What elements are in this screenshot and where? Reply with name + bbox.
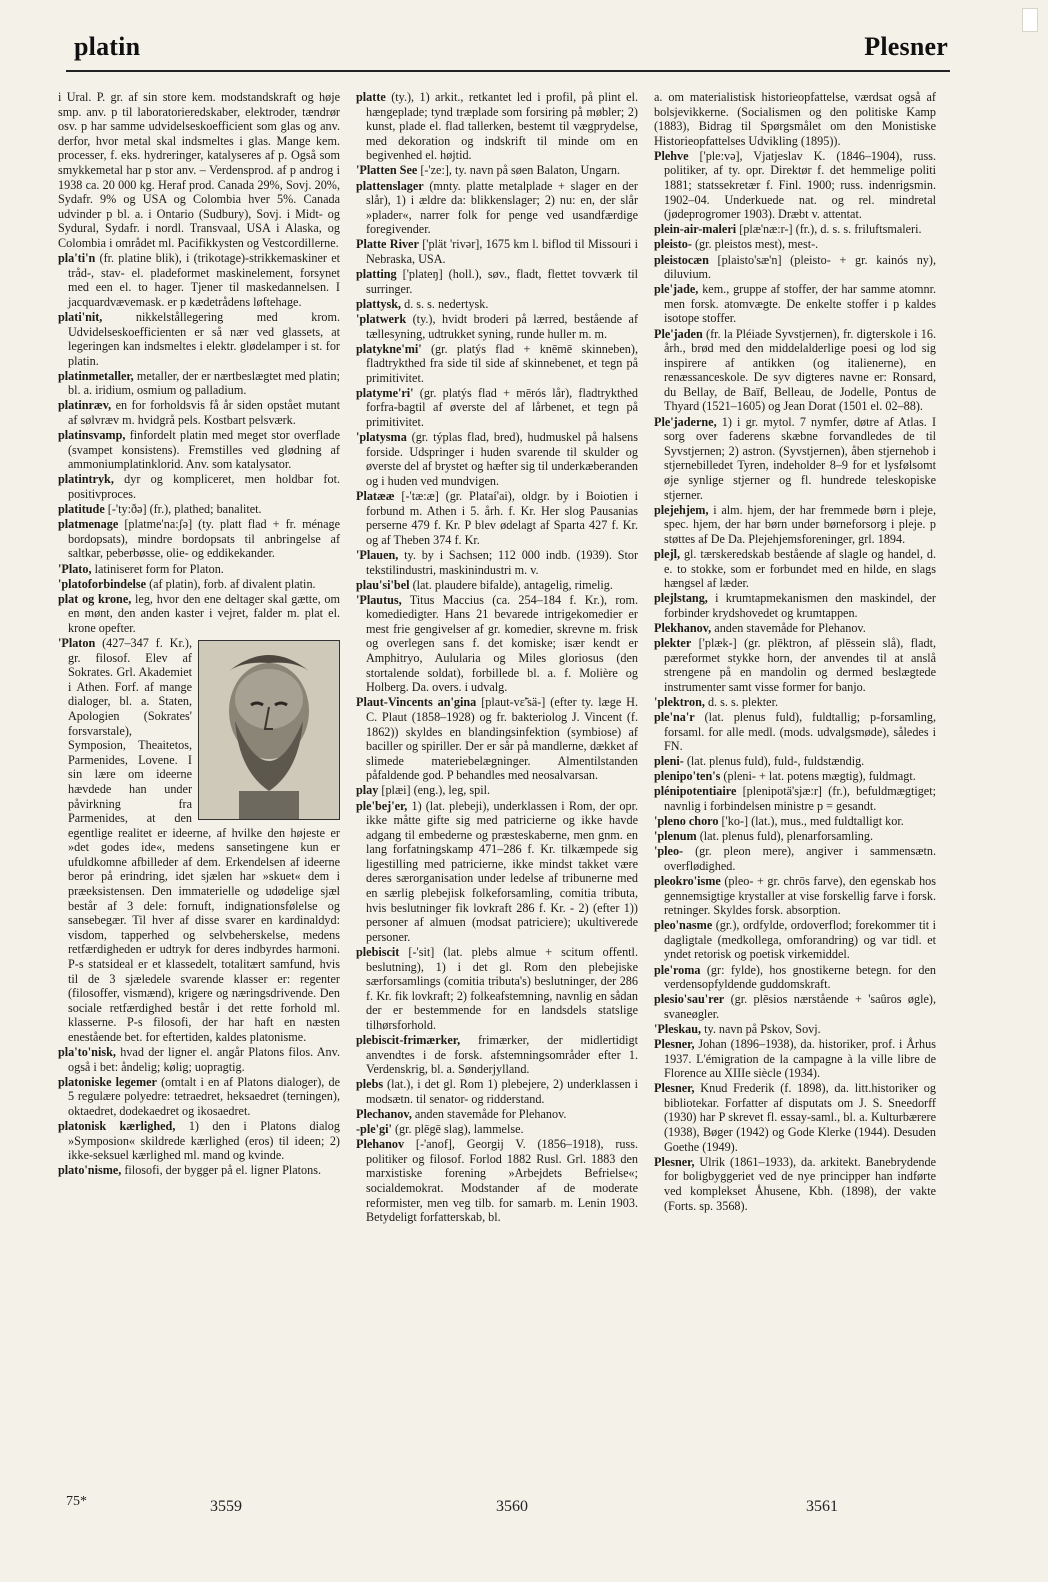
entry-headword: Plehve: [654, 148, 689, 163]
entry-headword: -ple'gi': [356, 1122, 392, 1137]
entry-definition: metaller, der er nærtbeslægtet med platin; bl. a. iridium, osmium og palladium.: [68, 368, 340, 398]
entry-headword: ple'roma: [654, 962, 701, 977]
dictionary-entry: [356, 783, 638, 798]
dictionary-entry: [58, 1045, 340, 1074]
entry-definition: ty. by i Sachsen; 112 000 indb. (1939). Stor tekstilindustri, maskinindustri m. v.: [366, 547, 639, 577]
column-1: [58, 90, 340, 1178]
dictionary-entry: [58, 398, 340, 427]
entry-definition: nikkelstållegering med krom. Udvidelseskoefficienten er så nær ved glassets, at legeringen kan indsmeltes i elektr. glødelamper i st. for platin.: [68, 309, 341, 368]
entry-definition: (pleni- + lat. potens mægtig), fuldmagt.: [723, 769, 916, 784]
entry-headword: 'Plato,: [58, 561, 92, 576]
entry-definition: filosofi, der bygger på el. ligner Platons.: [124, 1163, 322, 1178]
dictionary-entry: [356, 237, 638, 266]
dictionary-entry: [58, 562, 340, 577]
entry-headword: Plaut-Vincents an'gina: [356, 695, 477, 710]
entry-definition: 1) (lat. plebeji), underklassen i Rom, der opr. ikke måtte gifte sig med patricierne og ikke havde adgang til embederne og præsteskaberne, men gnm. en lang forfatningskamp 471–286 f. Kr. tilkæmpede sig ligestilling med patricierne, ikke mindst takket være deres særorganisation under ledelse af tribunerne med en særlig plebejisk folkeforsamling, comitia tributa, hvis beslutninger fik lovkraft 286 f. Kr. - 2) (efter 1)) personer af almuen (modsat patriciere); ukultiverede personer.: [366, 798, 638, 944]
dictionary-entry: [356, 489, 638, 547]
entry-definition: (gr. pleistos mest), mest-.: [694, 237, 819, 252]
dictionary-entry: [356, 1033, 638, 1077]
entry-definition: i Ural. P. gr. af sin store kem. modstandskraft og høje smp. anv. p til laboratorieredskaber, elektroder, tændrør osv. p har samme udvidelseskoefficient som glas og anv. derfor, hvor metal skal indsmeltes i glas. Mange kem. processer, f. eks. hydreringer, katalyseres af p. Også som smykkemetal har p stor anv. – Verdensprod. af p androg i 1938 ca. 20 000 kg. Heraf prod. Canada 29%, Sovj. 20%, Sydafr. 9% og USA og Colombia hver 5%. Canada udvinder p bl. a. i Ontario (Sudbury), Sovj. i Midt- og Sydural, Sydafr. i nordl. Transvaal, USA i Alaska, og Colombia i området ml. Pacifikkysten og Vestcordillerne.: [58, 90, 340, 250]
dictionary-entry: [356, 312, 638, 341]
dictionary-entry: [654, 547, 936, 591]
dictionary-entry: [654, 754, 936, 769]
entry-headword: Plehanov: [356, 1137, 405, 1152]
entry-headword: 'Platon: [58, 635, 96, 650]
entry-definition: 1) den i Platons dialog »Symposion« skildrede kærlighed (eros) til ideen; 2) ikke-seksuel kærlighed ml. mand og kvinde.: [68, 1119, 340, 1163]
entry-headword: pleni-: [654, 754, 684, 769]
entry-headword: plebiscit: [356, 944, 400, 959]
dictionary-entry: [654, 503, 936, 547]
entry-definition: [plæi] (eng.), leg, spil.: [381, 783, 491, 798]
entry-headword: pla'ti'n: [58, 251, 96, 266]
entry-headword: plejehjem,: [654, 502, 709, 517]
dictionary-entry: [356, 593, 638, 695]
dictionary-entry: [654, 222, 936, 237]
entry-headword: plenipo'ten's: [654, 769, 721, 784]
entry-headword: platoniske legemer: [58, 1074, 157, 1089]
entry-headword: platykne'mi': [356, 341, 422, 356]
running-head-right: Plesner: [864, 32, 948, 61]
dictionary-entry: [58, 90, 340, 251]
entry-definition: (pleo- + gr. chrōs farve), den egenskab hos gennemsigtige krystaller at vise forskellig farve i forsk. retninger. Skyldes forsk. absorption.: [664, 873, 937, 918]
entry-definition: (fr. la Pléiade Syvstjernen), fr. digterskole i 16. årh., brød med den middelalderlige poesi og lod sig inspirere af antikken (og italienerne), en renæssanceskole. De syv digteres navne er: Ronsard, du Bellay, de Baïf, Belleau, de Jodelle, Pontus de Thyard (1521–1605) og Jean Dorat (1501 el. 02–88).: [664, 326, 936, 414]
entry-definition: Titus Maccius (ca. 254–184 f. Kr.), rom. komediedigter. Hans 21 bevarede intrigekomedier er mest frie gengivelser af gr. komedier, skrevne m. frisk og overlegen sans f. det komiske; især kendt er Amphitryo, Aulularia og Miles gloriosus (den stortalende soldat), forbillede bl. a. f. Molière og Holberg. Da. overs. i udvalg.: [366, 592, 639, 695]
entry-headword: 'pleno choro: [654, 814, 719, 829]
dictionary-entry: [356, 386, 638, 430]
entry-headword: 'plektron,: [654, 694, 705, 709]
entry-headword: pleo'nasme: [654, 918, 713, 933]
entry-headword: plau'si'bel: [356, 577, 410, 592]
entry-definition: (lat. plaudere bifalde), antagelig, rimelig.: [412, 577, 613, 592]
entry-headword: Platte River: [356, 237, 419, 252]
entry-headword: Plekhanov,: [654, 620, 712, 635]
dictionary-entry: [654, 769, 936, 784]
entry-headword: plati'nit,: [58, 309, 103, 324]
dictionary-entry: [654, 90, 936, 148]
dictionary-entry: [654, 814, 936, 829]
entry-headword: platting: [356, 267, 397, 282]
entry-headword: 'Pleskau,: [654, 1021, 702, 1036]
dictionary-entry: [654, 918, 936, 962]
entry-definition: [plaut-vɛ̃'sä-] (efter ty. læge H. C. Plaut (1858–1928) og fr. bakteriolog J. Vincent (f. 1862)) skyldes en blandingsinfektion (symbiose) af baciller og spiriller. Der er sår på mandlerne, dækket af slimede materiebelægninger. Almentilstanden påfaldende god. P behandles med neosalvarsan.: [366, 695, 638, 783]
entry-headword: 'platysma: [356, 430, 407, 445]
dictionary-entry: [356, 1107, 638, 1122]
dictionary-entry: [356, 1137, 638, 1225]
entry-headword: Plesner,: [654, 1154, 695, 1169]
entry-definition: (gr. plēgē slag), lammelse.: [394, 1122, 524, 1137]
entry-headword: pleisto-: [654, 237, 692, 252]
entry-headword: plebs: [356, 1077, 384, 1092]
dictionary-entry: [356, 1077, 638, 1106]
entry-headword: platonisk kærlighed,: [58, 1119, 176, 1134]
entry-headword: plein-air-maleri: [654, 222, 737, 237]
entry-headword: platinmetaller,: [58, 368, 134, 383]
dictionary-entry: [58, 310, 340, 368]
signature-mark: 75*: [66, 1494, 87, 1509]
entry-definition: kem., gruppe af stoffer, der har samme atomnr. men forsk. atomvægte. De enkelte stoffer i p kaldes isotope stoffer.: [664, 282, 937, 326]
entry-headword: Ple'jaden: [654, 326, 703, 341]
entry-definition: ty. navn på Pskov, Sovj.: [704, 1021, 821, 1036]
plato-portrait: [198, 640, 340, 820]
entry-definition: a. om materialistisk historieopfattelse, værdsat også af bolsjevikkerne. (Socialismen og den politiske Kamp (1883), Bidrag til Spørgsmålet om den Monistiske Historieopfattelses Udvikling (1895)).: [654, 90, 936, 148]
entry-definition: anden stavemåde for Plehanov.: [714, 620, 866, 635]
bust-illustration-icon: [199, 641, 339, 819]
entry-definition: (lat. plenus fuld), fuld-, fuldstændig.: [686, 754, 865, 769]
entry-headword: 'platoforbindelse: [58, 576, 147, 591]
page-number-2: 3560: [496, 1498, 528, 1515]
entry-definition: 1) i gr. mytol. 7 nymfer, døtre af Atlas. I sorg over faderens skæbne forvandledes de til Syvstjernen; 2) astron. (Syvstjernen), åben stjernehob i stjernebilledet Tyren, indeholder 8–9 for et lysfølsomt øje synlige stjerner og fl. hundrede teleskopiske stjerner.: [664, 414, 936, 502]
entry-headword: platinsvamp,: [58, 428, 126, 443]
dictionary-entry: [654, 844, 936, 873]
dictionary-entry: [654, 237, 936, 252]
header-rule: [66, 70, 950, 72]
entry-headword: pla'to'nisk,: [58, 1045, 116, 1060]
dictionary-entry: [654, 963, 936, 992]
dictionary-entry: [58, 251, 340, 309]
entry-headword: Ple'jaderne,: [654, 414, 717, 429]
entry-definition: frimærker, der midlertidigt anvendtes i de forsk. afstemningsområder efter 1. Verdenskrig, bl. a. Sønderjylland.: [366, 1033, 639, 1077]
dictionary-entry: [654, 695, 936, 710]
entry-headword: Plesner,: [654, 1037, 695, 1051]
entry-headword: 'Plautus,: [356, 592, 402, 607]
entry-definition: [-'ze:], ty. navn på søen Balaton, Ungarn.: [420, 163, 621, 178]
entry-headword: plattysk,: [356, 296, 402, 311]
dictionary-entry: [356, 945, 638, 1033]
entry-definition: finfordelt platin med meget stor overflade (svampet konsistens). Fremstilles ved glødning af ammoniumplatinklorid. Anv. som katalysator.: [68, 428, 340, 472]
entry-definition: (lat. plenus fuld), fuldtallig; p-forsamling, forsaml. for alle medl. (mods. udvalgsmøde), således i FN.: [664, 709, 936, 754]
entry-definition: (gr. týplas flad, bred), hudmuskel på halsens forside. Udspringer i huden svarende til skulder og øverste del af brystet og hæfter sig til underkæberanden og i huden ved mundvigen.: [366, 430, 638, 488]
entry-headword: plattenslager: [356, 178, 424, 193]
dictionary-entry: [654, 1081, 936, 1154]
entry-headword: 'Platten See: [356, 163, 418, 178]
entry-headword: platyme'ri': [356, 385, 414, 400]
entry-definition: (fr. platine blik), i (trikotage)-strikkemaskiner et tråd-, stav- el. pladeformet maskinelement, forsynet med een el. to hager. Tjener til maskedannelsen. I jacquardvævemask. er p kædetrådens løftehage.: [68, 251, 340, 309]
dictionary-entry: [58, 592, 340, 636]
entry-definition: (ty.), 1) arkit., retkantet led i profil, på plint el. hængeplade; tynd træplade som forsiring på møbler; 2) kunst, plade el. flad tallerken, bestemt til vægprydelse, med dekoration og indskrift til minde om en begivenhed el. højtid.: [366, 90, 639, 163]
dictionary-entry: [654, 710, 936, 754]
entry-headword: 'platwerk: [356, 311, 407, 326]
entry-definition: dyr og kompliceret, men holdbar fot. positivproces.: [68, 472, 341, 502]
entry-definition: (mnty. platte metalplade + slager en der slår), 1) i ældre da: blikkenslager; 2) nu: en, der slår »plader«, narrer folk for penge ved usandfærdige foregivender.: [366, 178, 638, 237]
entry-definition: (gr. pleon mere), angiver i sammensætn. overflødighed.: [664, 844, 936, 873]
entry-definition: i krumtapmekanismen den maskindel, der forbinder krydshovedet og krumtappen.: [664, 591, 936, 620]
entry-headword: platitude: [58, 502, 105, 517]
entry-headword: platte: [356, 90, 386, 104]
entry-definition: ['plät 'rivər], 1675 km l. biflod til Missouri i Nebraska, USA.: [366, 237, 638, 267]
dictionary-entry: [654, 1037, 936, 1081]
entry-headword: plénipotentiaire: [654, 784, 737, 799]
dictionary-entry: [356, 342, 638, 386]
dictionary-entry: [356, 179, 638, 237]
entry-headword: plekter: [654, 635, 692, 650]
entry-definition: latiniseret form for Platon.: [94, 561, 224, 576]
entry-definition: [platme'na:ʃə] (ty. platt flad + fr. ménage bordopsats), mindre bordopsats til anbringelse af saltkar, peberbøsse, olie- og eddikekander.: [68, 517, 341, 561]
entry-definition: (gr: fylde), hos gnostikerne betegn. for den verdensopfyldende guddomskraft.: [664, 962, 936, 992]
entry-definition: [plæ'næ:r-] (fr.), d. s. s. friluftsmaleri.: [739, 222, 922, 237]
entry-headword: 'plenum: [654, 829, 697, 844]
dictionary-entry: [58, 369, 340, 398]
dictionary-entry: [654, 1155, 936, 1213]
dictionary-entry: [58, 1163, 340, 1178]
dictionary-entry: [654, 282, 936, 326]
entry-definition: (lat. plenus fuld), plenarforsamling.: [699, 829, 874, 844]
entry-headword: Platææ: [356, 489, 395, 504]
dictionary-entry: [356, 163, 638, 178]
dictionary-entry: [654, 149, 936, 222]
dictionary-entry: [654, 1022, 936, 1037]
corner-tab: [1022, 8, 1038, 32]
dictionary-entry: [654, 992, 936, 1021]
entry-definition: gl. tærskeredskab bestående af slagle og handel, d. e. to stokke, som er forbundet med en hilde, en slags hængsel af læder.: [664, 546, 936, 591]
dictionary-entry: [654, 621, 936, 636]
entry-definition: (gr. platýs flad + mērós lår), fladtrykthed forfra-bagtil af øverste del af lårbenet, et tegn på primitivitet.: [366, 385, 638, 430]
entry-headword: ple'jade,: [654, 282, 699, 297]
dictionary-entry: [58, 1119, 340, 1163]
entry-definition: ['plæk-] (gr. plēktron, af plēssein slå), fladt, pæreformet stykke horn, der anvendes til at anslå strengene på en mandolin og dermed beslægtede instrumenter samt visse former for banjo.: [664, 635, 937, 694]
entry-headword: platmenage: [58, 517, 119, 532]
dictionary-entry: [58, 577, 340, 592]
entry-definition: (gr. plēsios nærstående + 'saûros øgle), svaneøgler.: [664, 992, 936, 1021]
entry-definition: i alm. hjem, der har fremmede børn i pleje, spec. hjem, der har børn under børneforsorg i pleje. p støttes af De Da. Plejehjemsforeninger, grl. 1894.: [664, 502, 937, 546]
entry-definition: [plaisto'sæ'n] (pleisto- + gr. kainós ny), diluvium.: [664, 252, 937, 282]
dictionary-entry: [356, 1122, 638, 1137]
entry-definition: (gr.), ordfylde, ordoverflod; forekommer tit i dagligtale (medkollega, omforandring) og var tidl. et yndet retorisk og poetisk virkemiddel.: [664, 918, 936, 962]
entry-headword: plebiscit-frimærker,: [356, 1033, 461, 1047]
entry-headword: Plechanov,: [356, 1106, 412, 1121]
entry-definition: d. s. s. nedertysk.: [404, 296, 489, 311]
entry-definition: ['plateŋ] (holl.), søv., fladt, flettet tovværk til surringer.: [366, 267, 639, 296]
dictionary-entry: [654, 591, 936, 620]
dictionary-entry: [356, 799, 638, 945]
column-2: [356, 90, 638, 1225]
entry-headword: plejl,: [654, 546, 681, 561]
dictionary-entry: [58, 636, 340, 1045]
entry-headword: pleistocæn: [654, 252, 709, 267]
entry-headword: ple'bej'er,: [356, 798, 408, 813]
entry-headword: 'Plauen,: [356, 547, 399, 562]
dictionary-entry: [654, 829, 936, 844]
dictionary-entry: [58, 517, 340, 561]
entry-definition: d. s. s. plekter.: [707, 694, 779, 709]
entry-headword: plesio'sau'rer: [654, 992, 725, 1007]
entry-definition: Knud Frederik (f. 1898), da. litt.historiker og bibliotekar. Forfatter af disputats om J. S. Sneedorff (1930) har P skrevet fl. essay-saml., bl. a. Kulturbærere (1938), Bøger (1942) og Gode Klerke (1944). Desuden Goethe (1949).: [664, 1081, 936, 1154]
entry-definition: (ty.), hvidt broderi på lærred, bestående af tællesyning, udtrukket syning, runde huller m. m.: [366, 311, 638, 341]
entry-definition: (af platin), forb. af divalent platin.: [149, 576, 316, 591]
entry-headword: platinræv,: [58, 398, 112, 413]
entry-headword: plejlstang,: [654, 591, 708, 606]
entry-definition: hvad der ligner el. angår Platons filos. Anv. også i bet: åndelig; kølig; uopragtig.: [68, 1045, 341, 1074]
dictionary-entry: [654, 415, 936, 503]
dictionary-entry: [58, 472, 340, 501]
dictionary-entry: [356, 90, 638, 163]
entry-definition: anden stavemåde for Plehanov.: [414, 1106, 567, 1121]
entry-definition: Ulrik (1861–1933), da. arkitekt. Banebrydende for boligbyggeriet ved de nye principper han indførte ved komplekset Åhusene, Kbh. (1898), der vakte (Forts. sp. 3568).: [664, 1154, 936, 1213]
entry-definition: (gr. platýs flad + knēmē skinneben), fladtrykthed fra side til side af skinnebenet, et tegn på primitivitet.: [366, 341, 638, 385]
entry-definition: leg, hvor den ene deltager skal gætte, om en mønt, den anden kaster i vejret, falder m. plat el. krone opefter.: [68, 591, 340, 635]
page-number-1: 3559: [210, 1498, 242, 1515]
dictionary-entry: [356, 578, 638, 593]
entry-definition: [-'anof], Georgij V. (1856–1918), russ. politiker og filosof. Forlod 1882 Rusl. Grl. 1883 den marxistiske forening »Arbejdets Befrielse«; socialdemokrat. Modstander af de moderate reformister, men veg tilb. for samarb. m. Lenin 1903. Betydeligt forfatterskab, bl.: [366, 1137, 638, 1225]
dictionary-entry: [654, 874, 936, 918]
entry-headword: platintryk,: [58, 472, 114, 487]
entry-definition: (omtalt i en af Platons dialoger), de 5 regulære polyedre: tetraedret, heksaedret (terningen), oktaedret, dodekaedret og ikosaedret.: [68, 1074, 340, 1118]
dictionary-entry: [356, 267, 638, 296]
entry-headword: pleokro'isme: [654, 873, 721, 888]
page-number-3: 3561: [806, 1498, 838, 1515]
dictionary-entry: [58, 428, 340, 472]
running-head-left: platin: [74, 32, 141, 61]
entry-headword: play: [356, 783, 379, 798]
entry-definition: Johan (1896–1938), da. historiker, prof. i Århus 1937. L'émigration de la campagne à la ville libre de Florence au XIIIe siècle (1934).: [664, 1037, 936, 1081]
entry-headword: 'pleo-: [654, 844, 684, 859]
dictionary-entry: [654, 253, 936, 282]
entry-definition: ['ple:və], Vjatjeslav K. (1846–1904), russ. politiker, af ty. opr. Direktør f. det hemmelige politi 1881; statssekretær f. Finl. 1900; russ. indenrigsmin. 1902–04. Underkuede nat. og rel. mindretal (jødeprogromer 1903). Dræbt v. attentat.: [664, 148, 936, 222]
dictionary-entry: [654, 636, 936, 694]
entry-definition: en for forholdsvis få år siden opstået mutant af sølvræv m. hvidgrå pels. Kostbart pelsværk.: [68, 398, 340, 428]
dictionary-entry: [58, 1075, 340, 1119]
entry-headword: plat og krone,: [58, 591, 132, 606]
entry-definition: [plenipotä'sjæ:r] (fr.), befuldmægtiget; navnlig i forbindelsen ministre p = gesandt.: [664, 784, 936, 813]
entry-definition: [-'ty:ðə] (fr.), plathed; banalitet.: [107, 502, 262, 517]
dictionary-entry: [58, 502, 340, 517]
entry-definition: (427–347 f. Kr.), gr. filosof. Elev af Sokrates. Grl. Akademiet i Athen. Forf. af mange dialoger, bl. a. Staten, Apologien (Sokrates' forsvarstale), Symposion, Theaitetos, Parmenides, Lovene. I sin lære om ideerne hævdede han under påvirkning fra Parmenides, at den egentlige realitet er ideerne, af hvilke den højeste er »det godes ide«, medens sansetingene kun er ufuldkomne afbilleder af dem. Erkendelsen af ideerne beror på erindring, idet sjælen har »skuet« dem i præeksistensen. Den immaterielle og udødelige sjæl består af 3 dele: fornuft, indignationsfølelse og sansebegær. Til hver af disse svarer en kardinaldyd: visdom, tapperhed og selvbeherskelse, medens retfærdigheden er udtryk for deres indbyrdes harmoni. P-s statsideal er et klassedelt, totalitært samfund, hvis til de 3 sjæledele svarende klasser er: regenter (filosoffer, vismænd), krigere og næringsdrivende. Den sociale retfærdighed består i det rette forhold ml. klasserne. P-s filosofi, der har haft en næsten enestående bet. for eftertiden, kaldes platonisme.: [68, 635, 340, 1044]
entry-definition: [-'tæ:æ] (gr. Plataí'ai), oldgr. by i Boiotien i forbund m. Athen i 5. årh. f. Kr. Her slog Pausanias perserne 479 f. Kr. P blev ødelagt af Sparta 427 f. Kr. og af Theben 374 f. Kr.: [366, 489, 638, 547]
entry-headword: plato'nisme,: [58, 1163, 122, 1178]
dictionary-entry: [654, 784, 936, 813]
dictionary-entry: [356, 297, 638, 312]
dictionary-entry: [356, 548, 638, 577]
entry-headword: Plesner,: [654, 1081, 695, 1096]
entry-definition: (lat.), i det gl. Rom 1) plebejere, 2) underklassen i modsætn. til senator- og ridderstand.: [366, 1077, 639, 1106]
dictionary-entry: [356, 695, 638, 783]
dictionary-entry: [654, 327, 936, 415]
entry-definition: ['ko-] (lat.), mus., med fuldtalligt kor.: [721, 814, 904, 829]
dictionary-entry: [356, 430, 638, 488]
entry-definition: [-'sit] (lat. plebs almue + scitum offentl. beslutning), 1) i det gl. Rom den plebejiske særforsamlings (comitia tributa's) beslutninger, der 286 f. Kr. fik lovkraft; 2) folkeafstemning, navnlig en sådan der er bestemmende for en landsdels statslige tilhørsforhold.: [366, 944, 638, 1032]
column-3: [654, 90, 936, 1214]
entry-headword: ple'na'r: [654, 709, 695, 724]
